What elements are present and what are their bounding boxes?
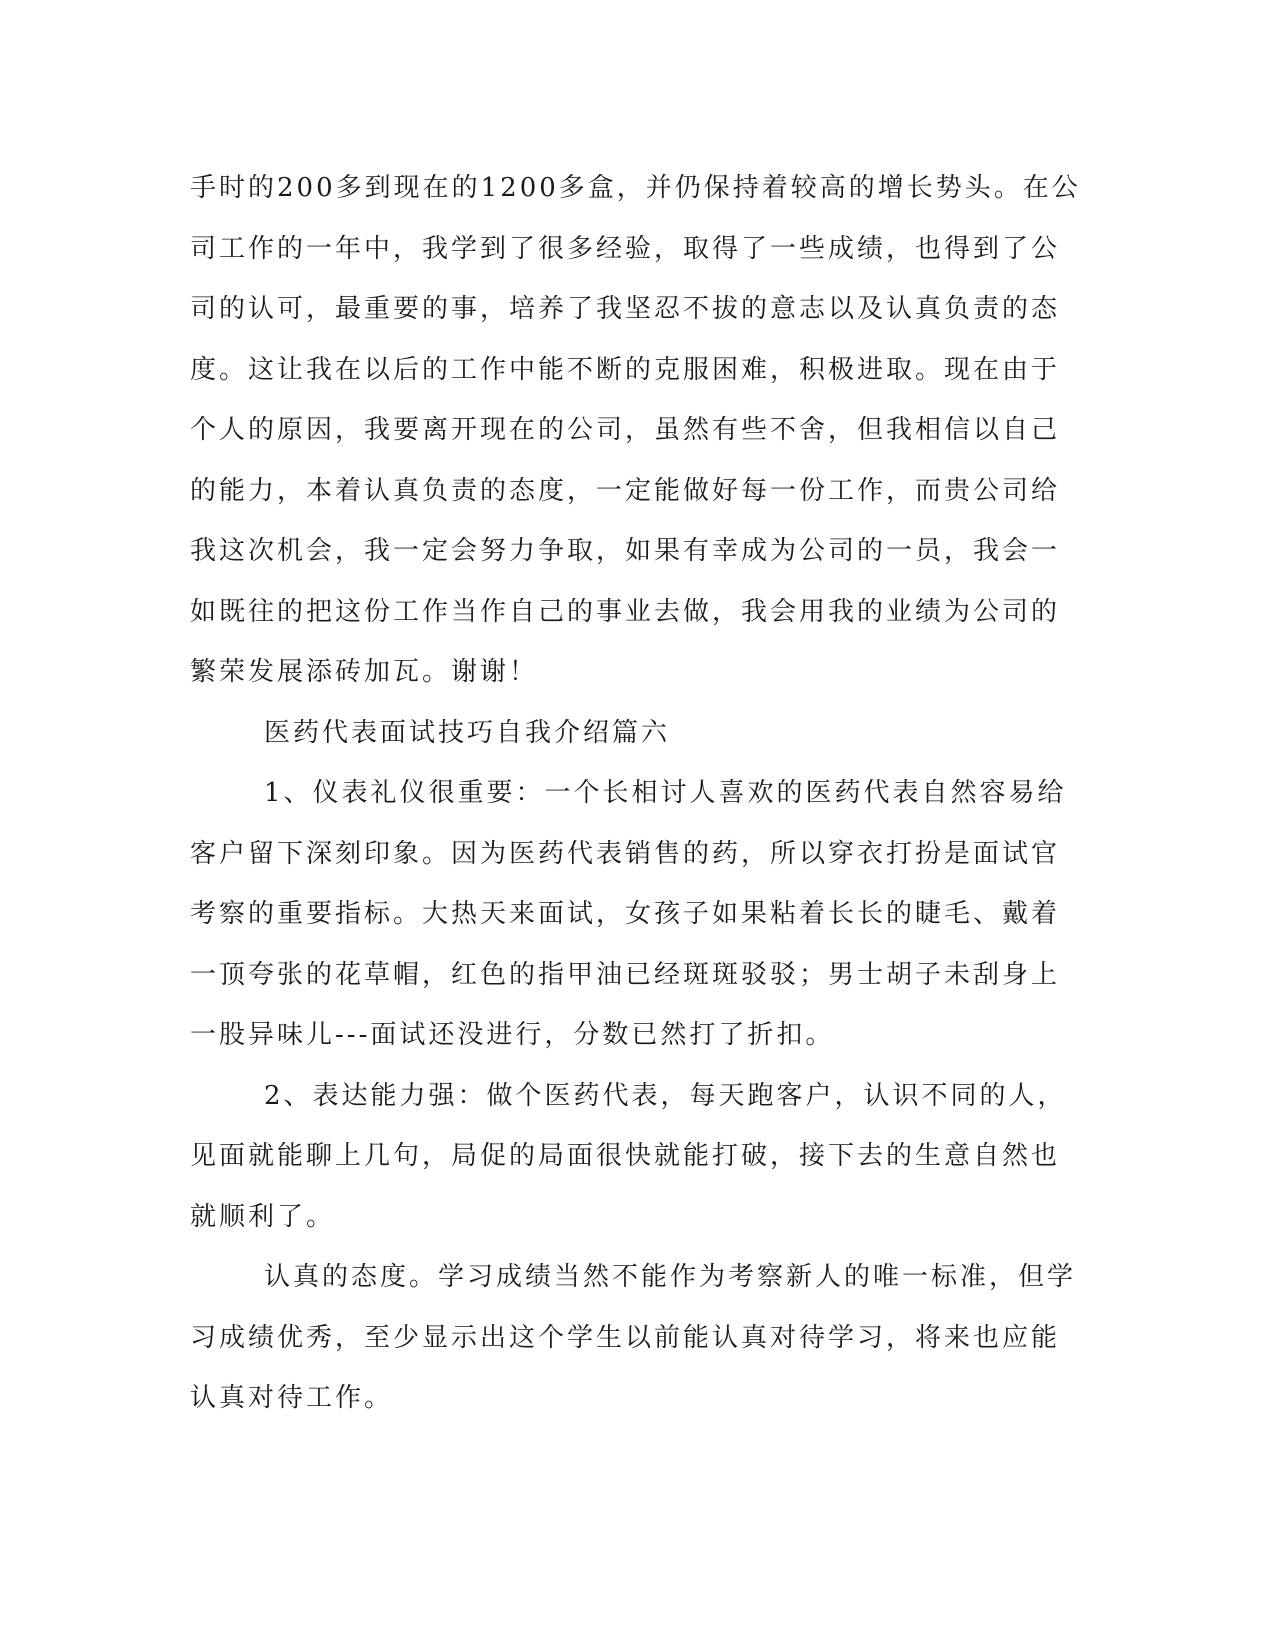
text-line: 客户留下深刻印象。因为医药代表销售的药，所以穿衣打扮是面试官 — [190, 838, 1061, 869]
text-line: 习成绩优秀，至少显示出这个学生以前能认真对待学习，将来也应能 — [190, 1322, 1061, 1353]
text-line: 一股异味儿---面试还没进行，分数已然打了折扣。 — [190, 1020, 835, 1050]
text-line: 我这次机会，我一定会努力争取，如果有幸成为公司的一员，我会一 — [190, 536, 1061, 566]
text-line: 认真的态度。学习成绩当然不能作为考察新人的唯一标准，但学 — [264, 1262, 1077, 1292]
text-line: 1、仪表礼仪很重要：一个长相讨人喜欢的医药代表自然容易给 — [264, 778, 1067, 808]
text-line: 认真对待工作。 — [190, 1383, 394, 1413]
text-line: 就顺利了。 — [190, 1201, 336, 1232]
text-line: 司工作的一年中，我学到了很多经验，取得了一些成绩，也得到了公 — [190, 233, 1061, 264]
text-line: 考察的重要指标。大热天来面试，女孩子如果粘着长长的睫毛、戴着 — [190, 899, 1061, 929]
text-line: 一顶夸张的花草帽，红色的指甲油已经斑斑驳驳；男士胡子未刮身上 — [190, 959, 1061, 990]
text-line: 2、表达能力强：做个医药代表，每天跑客户，认识不同的人， — [264, 1080, 1067, 1111]
text-line: 手时的200多到现在的1200多盒，并仍保持着较高的增长势头。在公 — [190, 173, 1081, 203]
text-line: 见面就能聊上几句，局促的局面很快就能打破，接下去的生意自然也 — [190, 1141, 1061, 1171]
text-line: 医药代表面试技巧自我介绍篇六 — [264, 717, 671, 748]
text-line: 的能力，本着认真负责的态度，一定能做好每一份工作，而贵公司给 — [190, 475, 1061, 506]
text-line: 个人的原因，我要离开现在的公司，虽然有些不舍，但我相信以自己 — [190, 415, 1061, 445]
text-line: 繁荣发展添砖加瓦。谢谢！ — [190, 657, 539, 687]
text-line: 如既往的把这份工作当作自己的事业去做，我会用我的业绩为公司的 — [190, 596, 1061, 627]
document-body — [190, 158, 1081, 1429]
text-line: 度。这让我在以后的工作中能不断的克服困难，积极进取。现在由于 — [190, 354, 1061, 385]
text-line: 司的认可，最重要的事，培养了我坚忍不拔的意志以及认真负责的态 — [190, 294, 1061, 324]
